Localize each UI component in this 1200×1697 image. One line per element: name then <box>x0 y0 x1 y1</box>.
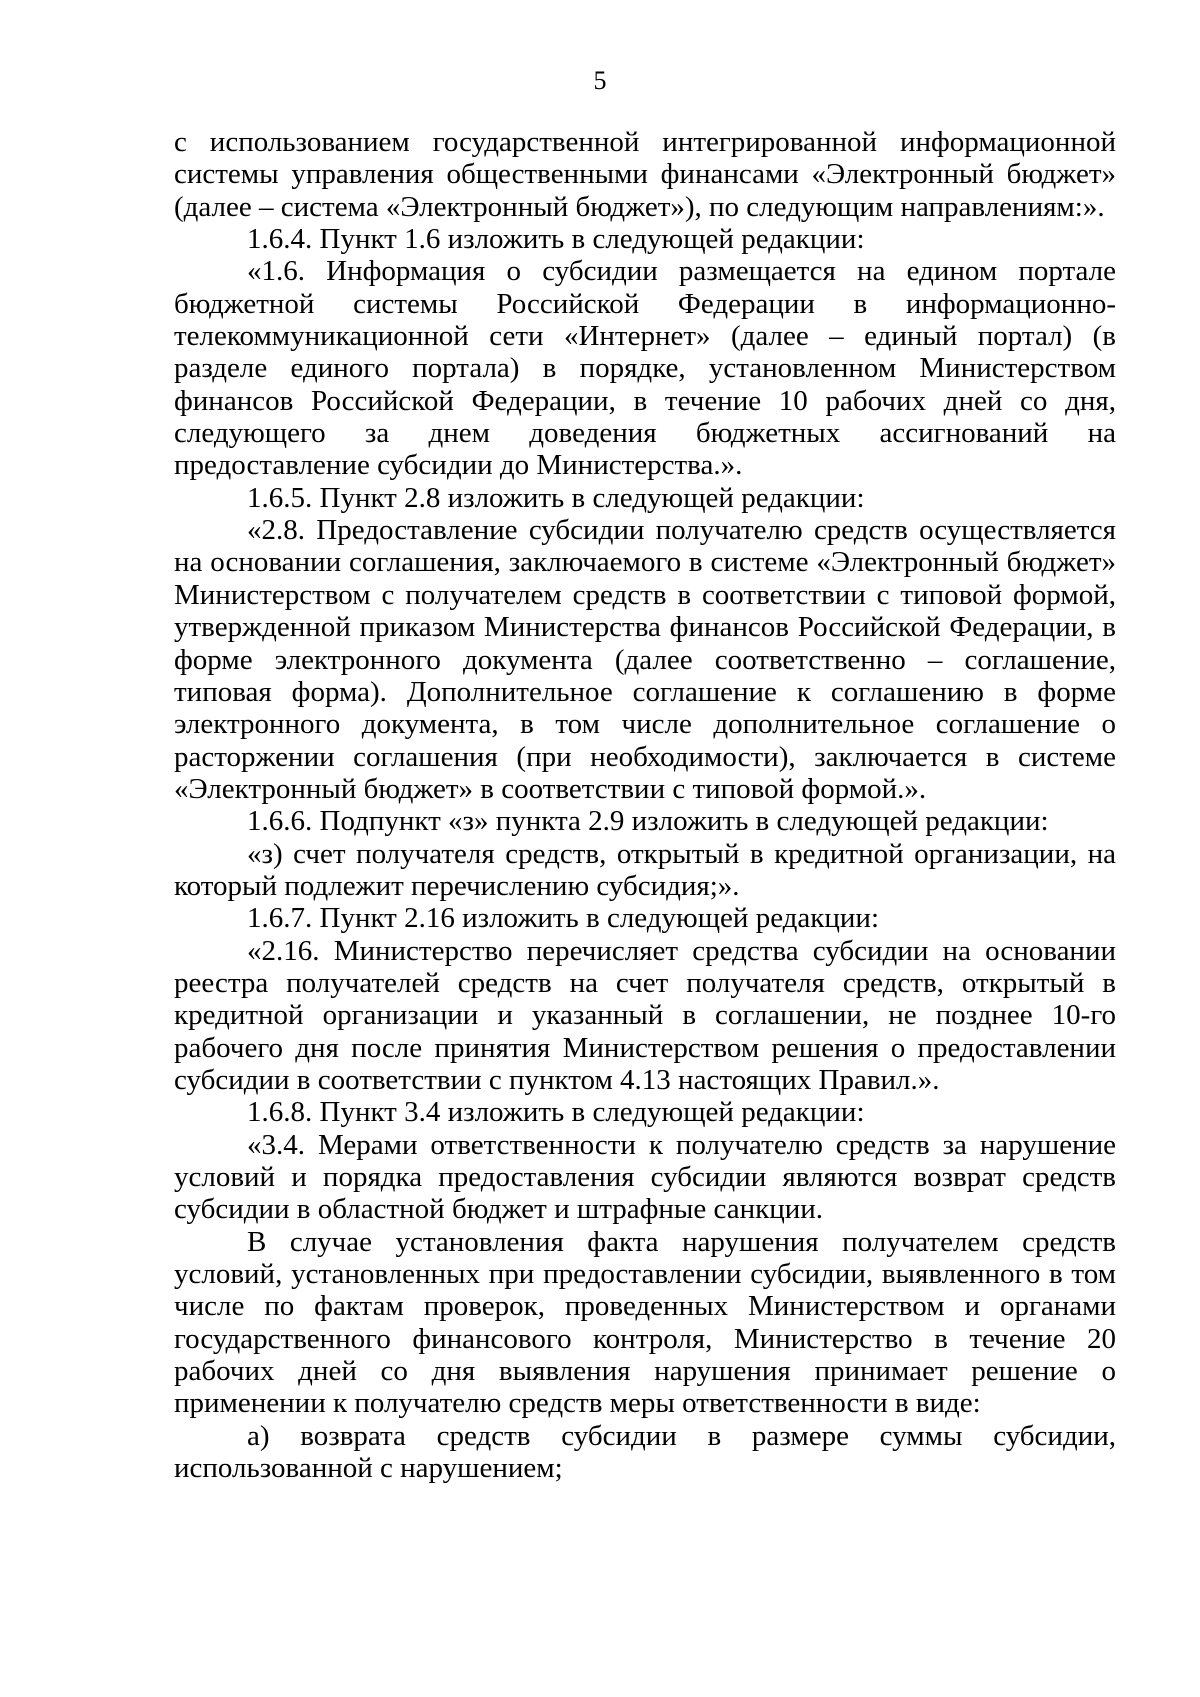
paragraph-item-1-6-7: 1.6.7. Пункт 2.16 изложить в следующей редакции: <box>247 902 880 935</box>
page-number: 5 <box>593 66 607 95</box>
paragraph-clause-1-6: «1.6. Информация о субсидии размещается на едином портале бюджетной системы Российской Федерации в информационно-телекоммуникационной сети «Интернет» (далее – единый портал) (в разделе единого портала) в порядке, установленном Министерством финансов Российской Федерации, в течение 10 рабочих дней со дня, следующего за днем доведения бюджетных ассигнований на предоставление субсидии до Министерства.». <box>174 255 1116 482</box>
document-body <box>174 126 1116 1484</box>
paragraph-item-1-6-8: 1.6.8. Пункт 3.4 изложить в следующей редакции: <box>247 1096 865 1129</box>
paragraph-clause-2-16: «2.16. Министерство перечисляет средства субсидии на основании реестра получателей средств на счет получателя средств, открытый в кредитной организации и указанный в соглашении, не позднее 10-го рабочего дня после принятия Министерством решения о предоставлении субсидии в соответствии с пунктом 4.13 настоящих Правил.». <box>174 934 1116 1096</box>
paragraph-violation-case: В случае установления факта нарушения получателем средств условий, установленных при предоставлении субсидии, выявленного в том числе по фактам проверок, проведенных Министерством и органами государственного финансового контроля, Министерство в течение 20 рабочих дней со дня выявления нарушения принимает решение о применении к получателю средств меры ответственности в виде: <box>174 1225 1116 1420</box>
paragraph-item-1-6-5: 1.6.5. Пункт 2.8 изложить в следующей редакции: <box>247 481 865 514</box>
paragraph-clause-2-8: «2.8. Предоставление субсидии получателю средств осуществляется на основании соглашения, заключаемого в системе «Электронный бюджет» Министерством с получателем средств в соответствии с типовой формой, утвержденной приказом Министерства финансов Российской Федерации, в форме электронного документа (далее соответственно – соглашение, типовая форма). Дополнительное соглашение к соглашению в форме электронного документа, в том числе дополнительное соглашение о расторжении соглашения (при необходимости), заключается в системе «Электронный бюджет» в соответствии с типовой формой.». <box>174 514 1116 805</box>
paragraph-item-1-6-4: 1.6.4. Пункт 1.6 изложить в следующей редакции: <box>247 223 865 256</box>
paragraph-intro-continuation: с использованием государственной интегрированной информационной системы управления общественными финансами «Электронный бюджет» (далее – система «Электронный бюджет»), по следующим направлениям:». <box>174 126 1116 223</box>
paragraph-subclause-z: «з) счет получателя средств, открытый в кредитной организации, на который подлежит перечислению субсидия;». <box>174 837 1116 902</box>
paragraph-clause-3-4: «3.4. Мерами ответственности к получателю средств за нарушение условий и порядка предоставления субсидии являются возврат средств субсидии в областной бюджет и штрафные санкции. <box>174 1128 1116 1226</box>
paragraph-item-1-6-6: 1.6.6. Подпункт «з» пункта 2.9 изложить в следующей редакции: <box>247 805 1049 838</box>
paragraph-subclause-a: а) возврата средств субсидии в размере суммы субсидии, использованной с нарушением; <box>174 1419 1116 1485</box>
